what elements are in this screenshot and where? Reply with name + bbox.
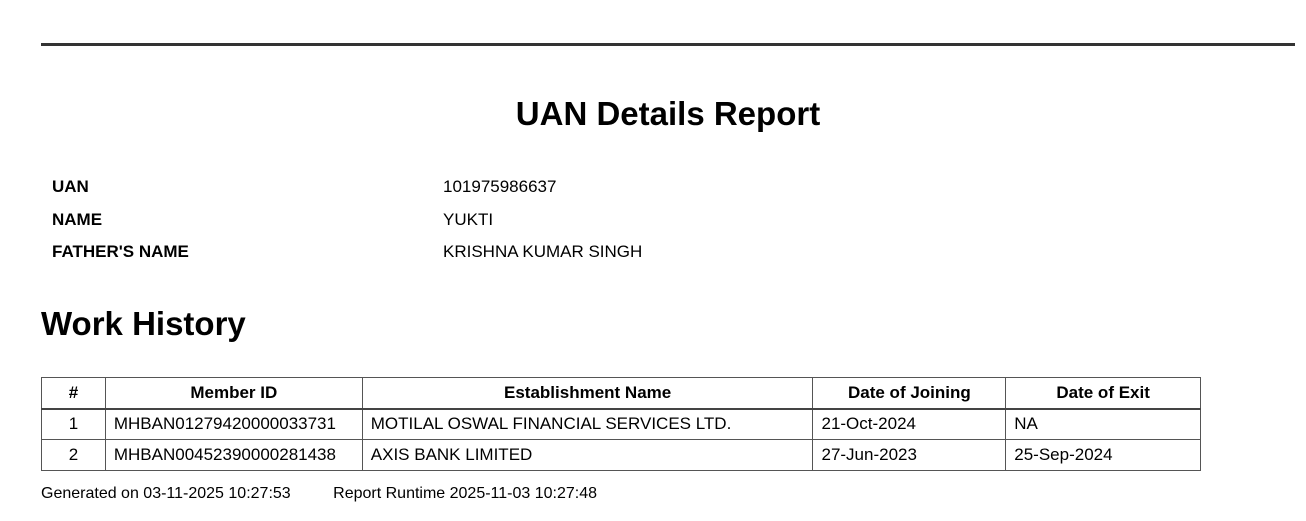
column-header-date-of-exit: Date of Exit xyxy=(1006,378,1201,409)
table-header-row xyxy=(42,378,1201,409)
generated-timestamp: Generated on 03-11-2025 10:27:53 xyxy=(41,485,291,502)
detail-label: UAN xyxy=(52,177,89,196)
cell-index: 1 xyxy=(42,409,106,440)
column-header-establishment-name: Establishment Name xyxy=(362,378,813,409)
cell-member-id: MHBAN00452390000281438 xyxy=(105,440,362,471)
detail-label: NAME xyxy=(52,209,103,229)
cell-date-of-exit: 25-Sep-2024 xyxy=(1006,440,1201,471)
detail-value: KRISHNA KUMAR SINGH xyxy=(443,242,643,261)
column-header-index: # xyxy=(42,378,106,409)
work-history-table xyxy=(41,377,1201,471)
cell-establishment-name: AXIS BANK LIMITED xyxy=(362,440,813,471)
table-row xyxy=(42,409,1201,440)
cell-date-of-exit: NA xyxy=(1006,409,1201,440)
cell-date-of-joining: 27-Jun-2023 xyxy=(813,440,1006,471)
column-header-date-of-joining: Date of Joining xyxy=(813,378,1006,409)
report-title: UAN Details Report xyxy=(515,95,821,132)
report-footer xyxy=(41,483,597,505)
table-row xyxy=(42,440,1201,471)
cell-member-id: MHBAN01279420000033731 xyxy=(105,409,362,440)
detail-label: FATHER'S NAME xyxy=(52,242,189,261)
detail-value: 101975986637 xyxy=(443,177,557,196)
cell-establishment-name: MOTILAL OSWAL FINANCIAL SERVICES LTD. xyxy=(362,409,813,440)
column-header-member-id: Member ID xyxy=(105,378,362,409)
report-runtime: Report Runtime 2025-11-03 10:27:48 xyxy=(333,485,598,502)
cell-date-of-joining: 21-Oct-2024 xyxy=(813,409,1006,440)
work-history-heading: Work History xyxy=(41,305,246,342)
cell-index: 2 xyxy=(42,440,106,471)
detail-value: YUKTI xyxy=(443,209,494,229)
top-divider xyxy=(41,43,1295,46)
